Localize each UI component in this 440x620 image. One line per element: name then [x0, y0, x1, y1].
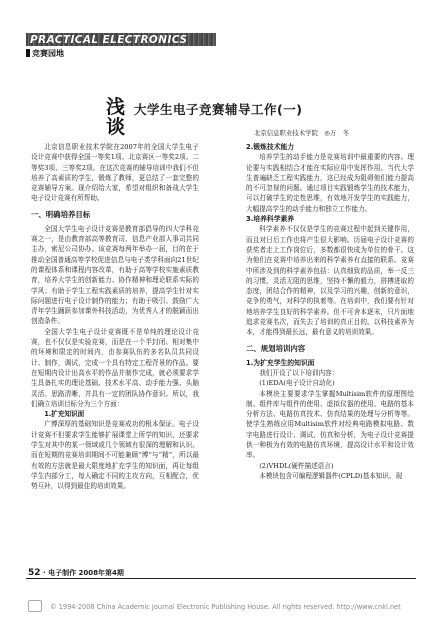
- cnki-logo-icon: [28, 600, 42, 612]
- paragraph: 全国大学生电子设计竞赛既不是单纯的理论设计竞赛，也不仅仅是实验竞赛，而是在一个半封闭、相对集中的环境和限定的时间内，由参赛队伍的多名队员共同设计、制作，调试，完成一个具有特定工程背景的作品。要在短期内设计出高水平的作品并制作完成，就必须要求学生具备扎实的理论基础、技术水平高、动手能力强、头脑灵活、思路清晰，并具有一定的团队协作意识。所以，我们确立培训目标分为三个方面：: [31, 327, 199, 408]
- right-column: [246, 142, 414, 481]
- item-heading: (1)EDA(电子设计自动化): [259, 379, 335, 388]
- paragraph: 培养学生的动手能力是竞赛培训中最重要的内容。理论要与实践相结合才能在实际应用中发挥作用。当代大学生普遍缺乏工程实践能力，这已经成为阻碍他们能力提高的不可忽视的问题。通过项目实践锻炼学生的技术能力，可以打破学生的定性思维，有效地开发学生的实践能力，大幅提高学生的动手能力和独立工作能力。: [246, 153, 414, 213]
- section-tag: 竞赛园地: [32, 49, 64, 58]
- section-tag-marker: [26, 49, 30, 57]
- paragraph: 本模块包含可编程逻辑器件(CPLD)基本知识、现: [259, 471, 403, 480]
- subsection-heading: 3.培养科学素养: [246, 215, 295, 224]
- title-char-2: 谈: [106, 116, 126, 138]
- intro-paragraph: 北京信息职业技术学院在2007年的全国大学生电子设计竞赛中获得全国一等奖1项、北京赛区一等奖2项、二等奖3项、三等奖2项。在这次竞赛的辅导培训中我们不但培养了高素质的学生，锻炼了教师，更总结了一套完整的竞赛辅导方案。现介绍给大家，希望对组织和备战大学生电子设计竞赛有所帮助。: [31, 143, 199, 203]
- paragraph: 我们开设了以下培训内容：: [259, 368, 339, 377]
- page-footer: [28, 568, 124, 578]
- subsection-heading: 1.为扩充学生的知识面: [246, 358, 315, 367]
- section-heading-2: 二、规划培训内容: [246, 343, 306, 353]
- title-char-1: 浅: [106, 96, 126, 118]
- header-banner: [0, 0, 440, 56]
- paragraph: 本模块主要要求学生掌握Multisim软件的原理图绘制、组件库与组件的使用、虚拟仪器的使用、电路的基本分析方法、电路仿真技术、仿真结果的处理与分析等等。使学生熟练应用Multisim软件对经典电路模拟电路、数字电路进行设计、调试、仿真和分析，为电子设计竞赛提供一种极为有效的电路仿真环境，提高设计水平和设计效率。: [246, 389, 414, 460]
- magazine-logo: PRACTICAL ELECTRONICS: [30, 34, 188, 46]
- copyright-notice: © 1994-2008 China Academic Journal Electronic Publishing House. All rights reserved. http://www.cnki.net: [50, 603, 401, 611]
- left-column: [31, 142, 199, 492]
- paragraph: 广博深厚的基础知识是竞赛成功的根本保证。电子设计竞赛不但要求学生能够扩展课堂上所学的知识，还要求学生对其中的某一领域或几个领域有很深的理解和认识。而在短期的竞赛培训期间不可能兼顾“博”与“精”，所以最有效的方法就是最大限度地扩充学生的知识面，再让每组学生内部分工，每人确定不同的主攻方向，互相配合，优势互补，以得到最佳的培训效果。: [31, 420, 199, 491]
- issue-label: · 电子制作 2008年第4期: [42, 569, 124, 577]
- paragraph: 全国大学生电子设计竞赛是教育部倡导的四大学科竞赛之一，是由教育部高等教育司、信息产业部人事司共同主办，索尼公司协办。该竞赛每两年举办一届，目的在于推动全国普通高等学校促进信息与电子类学科面向21世纪的课程体系和课程内容改革，有助于高等学校实施素质教育，培养大学生的创新能力、协作精神和理论联系实际的学风；有助于学生工程实践素质的培养，提高学生针对实际问题进行电子设计制作的能力；有助于吸引、鼓励广大青年学生踊跃参加课外科技活动，为优秀人才的脱颖而出创造条件。: [31, 224, 199, 326]
- subsection-heading: 2.锻炼技术能力: [246, 143, 295, 151]
- footer-divider: [26, 578, 416, 579]
- page-number: 52: [28, 568, 41, 578]
- section-heading-1: 一、明确培养目标: [31, 209, 91, 219]
- article-title: 大学生电子竞赛辅导工作(一): [134, 102, 303, 117]
- subsection-heading: 1.扩充知识面: [44, 410, 85, 419]
- paragraph: 科学素养不仅仅是学生的竞赛过程中起到关键作用，而且对日后工作也将产生很大影响。历届电子设计竞赛的获奖者走上工作岗位后，多数都很快成为单位的骨干。这为他们在竞赛中培养出来的科学素养有直接的联系。竞赛中所涉及到的科学素养包括：认真细致的品质，举一反三的习惯，灵活无阻的思维，坚持不懈的毅力，拼搏进取的态度，团结合作的精神，以及学习的兴趣，创新的意识，竞争的勇气，对科学的执着等。在培训中，我们要有针对地培养学生良好的科学素养。但不可舍本逐末，只片面地追求竞赛名次，而失去了培训的真正目的。以科技素养为本，才能得到最长远，最有意义的培训效果。: [246, 225, 414, 337]
- article-byline: 北京信息职业技术学院 ◎万 冬: [254, 129, 350, 137]
- item-heading: (2)VHDL(硬件描述语言): [259, 461, 334, 470]
